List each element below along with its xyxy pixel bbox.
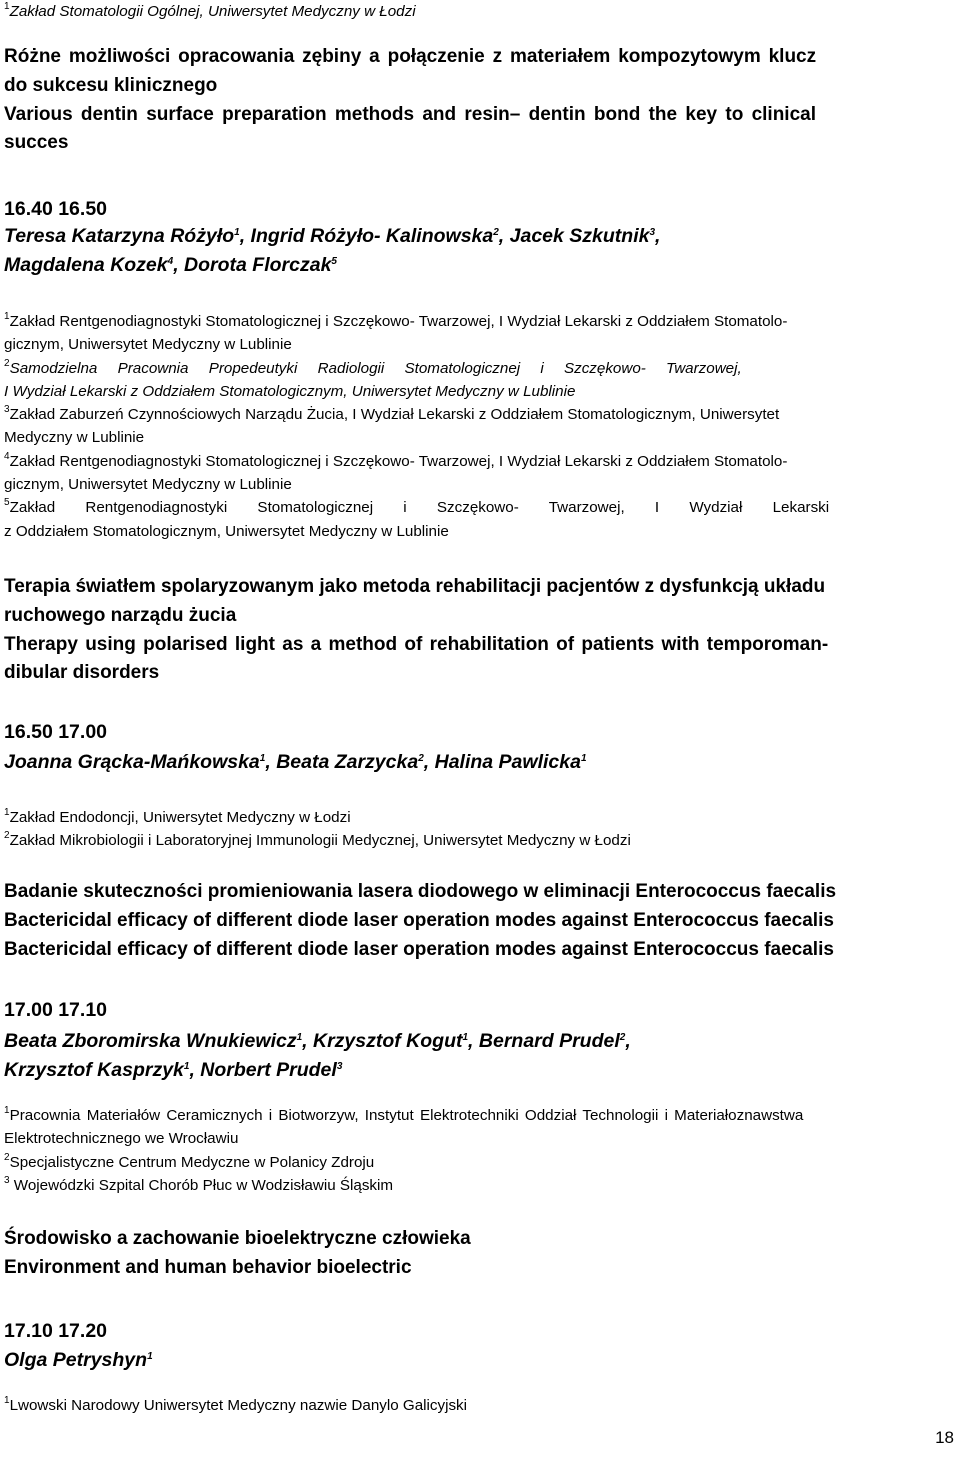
talk-3-time: 17.00 17.10 <box>4 999 108 1021</box>
title-line: succes <box>4 132 69 154</box>
title-line: Bactericidal efficacy of different diode laser operation modes against Enterococcus faecalis <box>4 938 834 960</box>
title-line: do sukcesu klinicznego <box>4 74 218 96</box>
affiliation: $^3$ Wojewódzki Szpital Chorób Płuc w Wodzisławiu Śląskim <box>4 1174 394 1194</box>
title-line: Badanie skuteczności promieniowania lasera diodowego w eliminacji Enterococcus faecalis <box>4 881 837 902</box>
author-sup: 1 <box>580 753 587 764</box>
talk-1-time: 16.40 16.50 <box>4 198 108 220</box>
author-sup: 4 <box>167 256 174 267</box>
affiliation: $^1$Lwowski Narodowy Uniwersytet Medyczny nazwie Danylo Galicyjski <box>4 1395 468 1414</box>
title-line: Environment and human behavior bioelectric <box>4 1256 412 1278</box>
affiliation: $^4$Zakład Rentgenodiagnostyki Stomatologicznej i Szczękowo- Twarzowej, I Wydział Lekarski z Oddziałem Stomatolo- gicznym, Uniwersytet Medyczny w Lublinie <box>4 450 788 494</box>
talk-4-authors <box>4 1346 956 1375</box>
author-name: Bernard Prudel <box>478 1030 620 1052</box>
talk-1-affiliations <box>4 310 956 543</box>
talk-1-title <box>4 43 956 158</box>
title-line: Środowisko a zachowanie bioelektryczne człowieka <box>4 1228 471 1249</box>
author-sup: 2 <box>418 753 424 764</box>
author-name: Teresa Katarzyna Różyło <box>4 225 235 247</box>
author-name: Krzysztof Kasprzyk <box>4 1059 184 1081</box>
affiliation: $^1$Pracownia Materiałów Ceramicznych i Biotworzyw, Instytut Elektrotechniki Oddział Technologii i Materiałoznawstwa Elektrotechnicznego we Wrocławiu <box>4 1105 804 1148</box>
affiliation-text: Zakład Stomatologii Ogólnej, Uniwersytet Medyczny w Łodzi <box>9 3 416 20</box>
title-line: Terapia światłem spolaryzowanym jako metoda rehabilitacji pacjentów z dysfunkcją układu <box>4 576 826 597</box>
affiliation: $^2$Zakład Mikrobiologii i Laboratoryjnej Immunologii Medycznej, Uniwersytet Medyczny w Łodzi <box>4 830 631 850</box>
title-line: Therapy using polarised light as a method of rehabilitation of patients with temporoman- <box>4 633 829 655</box>
talk-3-authors: Beata Zboromirska Wnukiewicz$^1$, Krzysztof Kogut$^1$, Bernard Prudel$^2$, Krzysztof Kasprzyk$^1$, Norbert Prudel$^3$ <box>4 1030 631 1081</box>
talk-2-affiliations <box>4 806 956 853</box>
author-name: Joanna Grącka-Mańkowska <box>4 751 260 773</box>
author-name: Ingrid Różyło- Kalinowska <box>250 225 494 247</box>
top-affiliation <box>4 0 956 23</box>
title-line: ruchowego narządu żucia <box>4 604 237 626</box>
author-name: Dorota Florczak <box>184 254 332 276</box>
talk-4-title <box>4 1225 956 1283</box>
talk-4-time: 17.10 17.20 <box>4 1320 108 1342</box>
author-sup: 1 <box>183 1061 190 1072</box>
author-name: Magdalena Kozek <box>4 254 168 276</box>
author-sup: 3 <box>336 1061 343 1072</box>
title-line: Bactericidal efficacy of different diode laser operation modes against Enterococcus faecalis <box>4 909 834 931</box>
title-line: Różne możliwości opracowania zębiny a połączenie z materiałem kompozytowym klucz <box>4 46 817 67</box>
affiliation: $^3$Zakład Zaburzeń Czynnościowych Narządu Żucia, I Wydział Lekarski z Oddziałem Stomatologicznym, Uniwersytet Medyczny w Lublinie <box>4 404 780 447</box>
author-name: Olga Petryshyn <box>4 1349 148 1371</box>
talk-3-title <box>4 878 956 964</box>
author-sup: 1 <box>259 753 266 764</box>
author-name: Norbert Prudel <box>200 1059 337 1081</box>
affiliation: $^5$Zakład Rentgenodiagnostyki Stomatologicznej i Szczękowo- Twarzowej, I Wydział Lekarski z Oddziałem Stomatologicznym, Uniwersytet Medyczny w Lublinie <box>4 497 830 540</box>
talk-4-affiliations <box>4 1394 956 1417</box>
page-number: 18 <box>935 1428 954 1447</box>
author-sup: 1 <box>147 1351 153 1362</box>
author-sup: 3 <box>649 227 656 238</box>
talk-2-time: 16.50 17.00 <box>4 721 108 743</box>
author-sup: 1 <box>234 227 240 238</box>
author-sup: 2 <box>493 227 499 238</box>
affiliation-sup: 1 <box>4 1 10 12</box>
author-sup: 1 <box>296 1032 303 1043</box>
talk-3-affiliations <box>4 1104 956 1197</box>
author-name: Beata Zboromirska Wnukiewicz <box>4 1030 297 1052</box>
talk-2-authors: Joanna Grącka-Mańkowska$^1$, Beata Zarzycka$^2$, Halina Pawlicka$^1$ <box>4 751 587 773</box>
affiliation: $^1$Zakład Rentgenodiagnostyki Stomatologicznej i Szczękowo- Twarzowej, I Wydział Lekarski z Oddziałem Stomatolo- gicznym, Uniwersytet Medyczny w Lublinie <box>4 311 788 354</box>
author-name: Halina Pawlicka <box>434 751 581 773</box>
talk-1-authors: Teresa Katarzyna Różyło$^1$, Ingrid Różyło- Kalinowska$^2$, Jacek Szkutnik$^3$, Magdalena Kozek$^4$, Dorota Florczak$^5$ <box>4 225 661 276</box>
title-line: Various dentin surface preparation methods and resin– dentin bond the key to clinical <box>4 103 816 125</box>
author-name: Jacek Szkutnik <box>509 225 650 247</box>
title-line: dibular disorders <box>4 662 160 684</box>
author-name: Beata Zarzycka <box>276 751 419 773</box>
author-sup: 5 <box>331 256 337 267</box>
talk-2-title <box>4 573 956 688</box>
author-name: Krzysztof Kogut <box>312 1030 463 1052</box>
author-sup: 1 <box>462 1032 469 1043</box>
author-sup: 2 <box>619 1032 626 1043</box>
affiliation: $^2$Samodzielna Pracownia Propedeutyki Radiologii Stomatologicznej i Szczękowo- Twarzowej, I Wydział Lekarski z Oddziałem Stomatologicznym, Uniwersytet Medyczny w Lublinie <box>4 357 742 400</box>
affiliation: $^2$Specjalistyczne Centrum Medyczne w Polanicy Zdroju <box>4 1151 375 1171</box>
affiliation: $^1$Zakład Endodoncji, Uniwersytet Medyczny w Łodzi <box>4 807 351 826</box>
